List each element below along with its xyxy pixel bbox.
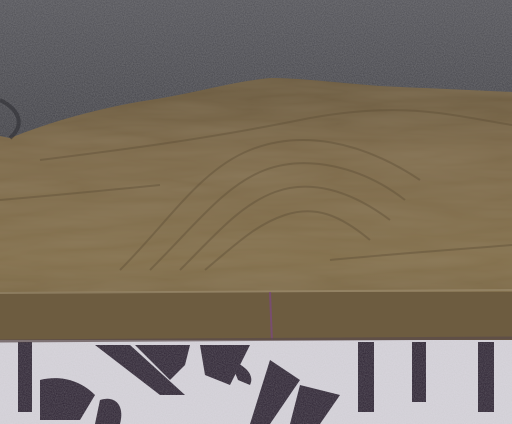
cloth-texture [0,340,512,424]
board-edge [0,292,512,342]
